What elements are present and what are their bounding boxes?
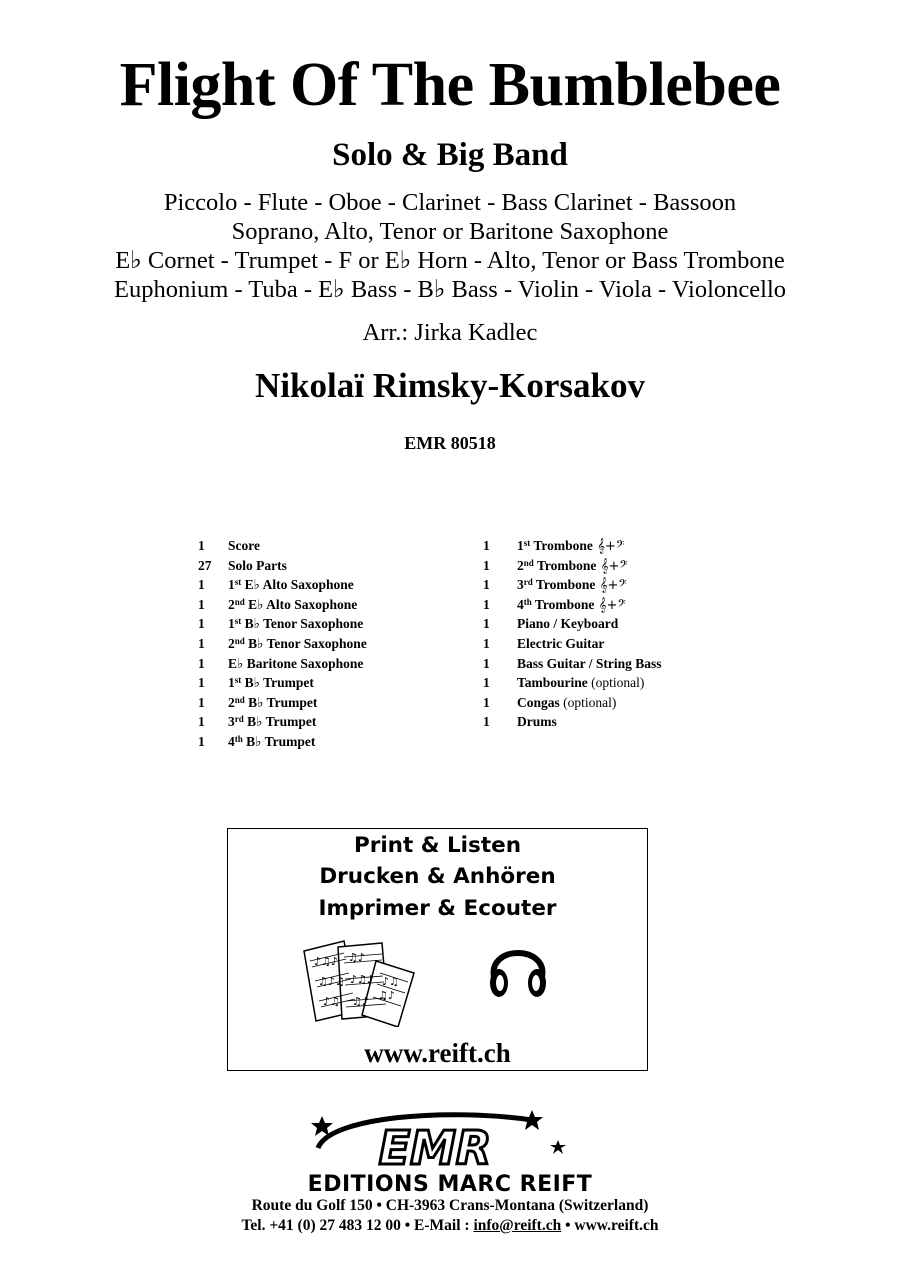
part-quantity: 1 — [483, 596, 490, 612]
sheet-music-icon — [302, 939, 420, 1027]
part-name: 4th B♭ Trumpet — [228, 733, 316, 749]
part-row — [198, 654, 367, 674]
part-name: Drums — [517, 714, 557, 730]
website-link[interactable]: www.reift.ch — [364, 1038, 511, 1068]
part-name: 3rd Trombone 𝄞+𝄢 — [517, 577, 627, 594]
instrument-line: Piccolo - Flute - Oboe - Clarinet - Bass Clarinet - Bassoon — [163, 189, 737, 216]
part-row — [483, 556, 662, 576]
part-row — [198, 634, 367, 654]
instrument-list — [0, 188, 900, 304]
page-title: Flight Of The Bumblebee — [119, 51, 781, 119]
part-row — [198, 614, 367, 634]
promo-line-english: Print & Listen — [353, 833, 522, 858]
part-quantity: 1 — [198, 577, 205, 593]
part-quantity: 1 — [483, 714, 490, 730]
svg-text:♫♪: ♫♪ — [378, 989, 395, 1002]
part-quantity: 1 — [483, 577, 490, 593]
part-name: 2nd B♭ Tenor Saxophone — [228, 635, 367, 651]
part-name: Electric Guitar — [517, 635, 605, 651]
part-row — [198, 536, 367, 556]
part-name: 2nd Trombone 𝄞+𝄢 — [517, 557, 628, 574]
promo-line-german: Drucken & Anhören — [319, 864, 556, 889]
composer: Nikolaï Rimsky-Korsakov — [255, 366, 645, 405]
part-name: 1st Trombone 𝄞+𝄢 — [517, 538, 625, 554]
promo-line-french: Imprimer & Ecouter — [318, 896, 557, 921]
svg-text:♪♫: ♪♫ — [323, 995, 340, 1008]
part-row — [483, 654, 662, 674]
svg-text:♫♪: ♫♪ — [352, 995, 369, 1008]
part-quantity: 27 — [198, 557, 212, 573]
telephone: Tel. +41 (0) 27 483 12 00 — [241, 1217, 401, 1234]
part-quantity: 1 — [198, 655, 205, 671]
part-name: Congas (optional) — [517, 694, 617, 710]
part-name: Piano / Keyboard — [517, 616, 619, 632]
part-row — [198, 712, 367, 732]
part-name: 4th Trombone 𝄞+𝄢 — [517, 596, 626, 613]
publisher-address: Route du Golf 150 • CH-3963 Crans-Montana (Switzerland) — [251, 1197, 649, 1214]
part-row — [483, 712, 662, 732]
clef-icon: 𝄞+𝄢 — [599, 578, 627, 594]
svg-text:♫♪♫: ♫♪♫ — [318, 975, 345, 988]
part-name: E♭ Baritone Saxophone — [228, 655, 364, 671]
part-row — [198, 595, 367, 615]
part-quantity: 1 — [483, 694, 490, 710]
part-row — [198, 575, 367, 595]
headphones-icon — [486, 933, 550, 1003]
emr-logo-text: EMR — [378, 1121, 492, 1170]
email-link[interactable]: info@reift.ch — [473, 1217, 562, 1234]
svg-text:♪♫: ♪♫ — [382, 975, 399, 988]
part-row — [198, 693, 367, 713]
part-quantity: 1 — [198, 596, 205, 612]
parts-list-left — [198, 536, 367, 752]
part-name: Bass Guitar / String Bass — [517, 655, 662, 671]
part-name: 1st E♭ Alto Saxophone — [228, 577, 354, 593]
part-quantity: 1 — [198, 675, 205, 691]
clef-icon: 𝄞+𝄢 — [600, 558, 628, 574]
part-quantity: 1 — [198, 733, 205, 749]
clef-icon: 𝄞+𝄢 — [598, 597, 626, 613]
print-listen-box — [227, 828, 648, 1071]
part-name: 1st B♭ Trumpet — [228, 675, 314, 691]
part-row — [198, 556, 367, 576]
part-name: 1st B♭ Tenor Saxophone — [228, 616, 364, 632]
emr-logo — [300, 1108, 570, 1170]
instrument-line: Soprano, Alto, Tenor or Baritone Saxophone — [231, 218, 669, 245]
part-quantity: 1 — [483, 616, 490, 632]
part-quantity: 1 — [198, 694, 205, 710]
svg-text:♪♫♪: ♪♫♪ — [350, 973, 374, 986]
part-name: Tambourine (optional) — [517, 675, 645, 691]
publisher-name: EDITIONS MARC REIFT — [307, 1172, 593, 1197]
part-quantity: 1 — [483, 675, 490, 691]
part-quantity: 1 — [483, 635, 490, 651]
instrument-line: E♭ Cornet - Trumpet - F or E♭ Horn - Alto, Tenor or Bass Trombone — [115, 247, 785, 274]
subtitle: Solo & Big Band — [332, 137, 568, 173]
part-row — [483, 575, 662, 595]
footer-website-link[interactable]: www.reift.ch — [574, 1217, 659, 1234]
part-name: 2nd B♭ Trumpet — [228, 694, 318, 710]
part-quantity: 1 — [483, 655, 490, 671]
part-quantity: 1 — [198, 538, 205, 553]
part-quantity: 1 — [483, 557, 490, 573]
part-row — [483, 536, 662, 556]
part-row — [198, 732, 367, 752]
svg-text:♫♪: ♫♪ — [348, 951, 365, 964]
part-quantity: 1 — [198, 616, 205, 632]
parts-list-right — [483, 536, 662, 732]
part-row — [483, 673, 662, 693]
part-name: Solo Parts — [228, 557, 287, 573]
publisher-contact — [0, 1217, 900, 1235]
arranger: Arr.: Jirka Kadlec — [362, 319, 538, 346]
part-quantity: 1 — [483, 538, 490, 553]
separator: • E-Mail : — [400, 1217, 474, 1234]
part-quantity: 1 — [198, 714, 205, 730]
part-row — [198, 673, 367, 693]
part-name: Score — [228, 538, 260, 553]
part-name: 3rd B♭ Trumpet — [228, 714, 317, 730]
part-row — [483, 595, 662, 615]
separator: • — [561, 1217, 575, 1234]
instrument-line: Euphonium - Tuba - E♭ Bass - B♭ Bass - Violin - Viola - Violoncello — [113, 276, 787, 303]
part-row — [483, 634, 662, 654]
part-quantity: 1 — [198, 635, 205, 651]
part-row — [483, 614, 662, 634]
part-name: 2nd E♭ Alto Saxophone — [228, 596, 358, 612]
part-row — [483, 693, 662, 713]
svg-text:♪♫♪: ♪♫♪ — [314, 955, 338, 968]
catalog-number: EMR 80518 — [404, 433, 496, 453]
clef-icon: 𝄞+𝄢 — [597, 539, 625, 554]
